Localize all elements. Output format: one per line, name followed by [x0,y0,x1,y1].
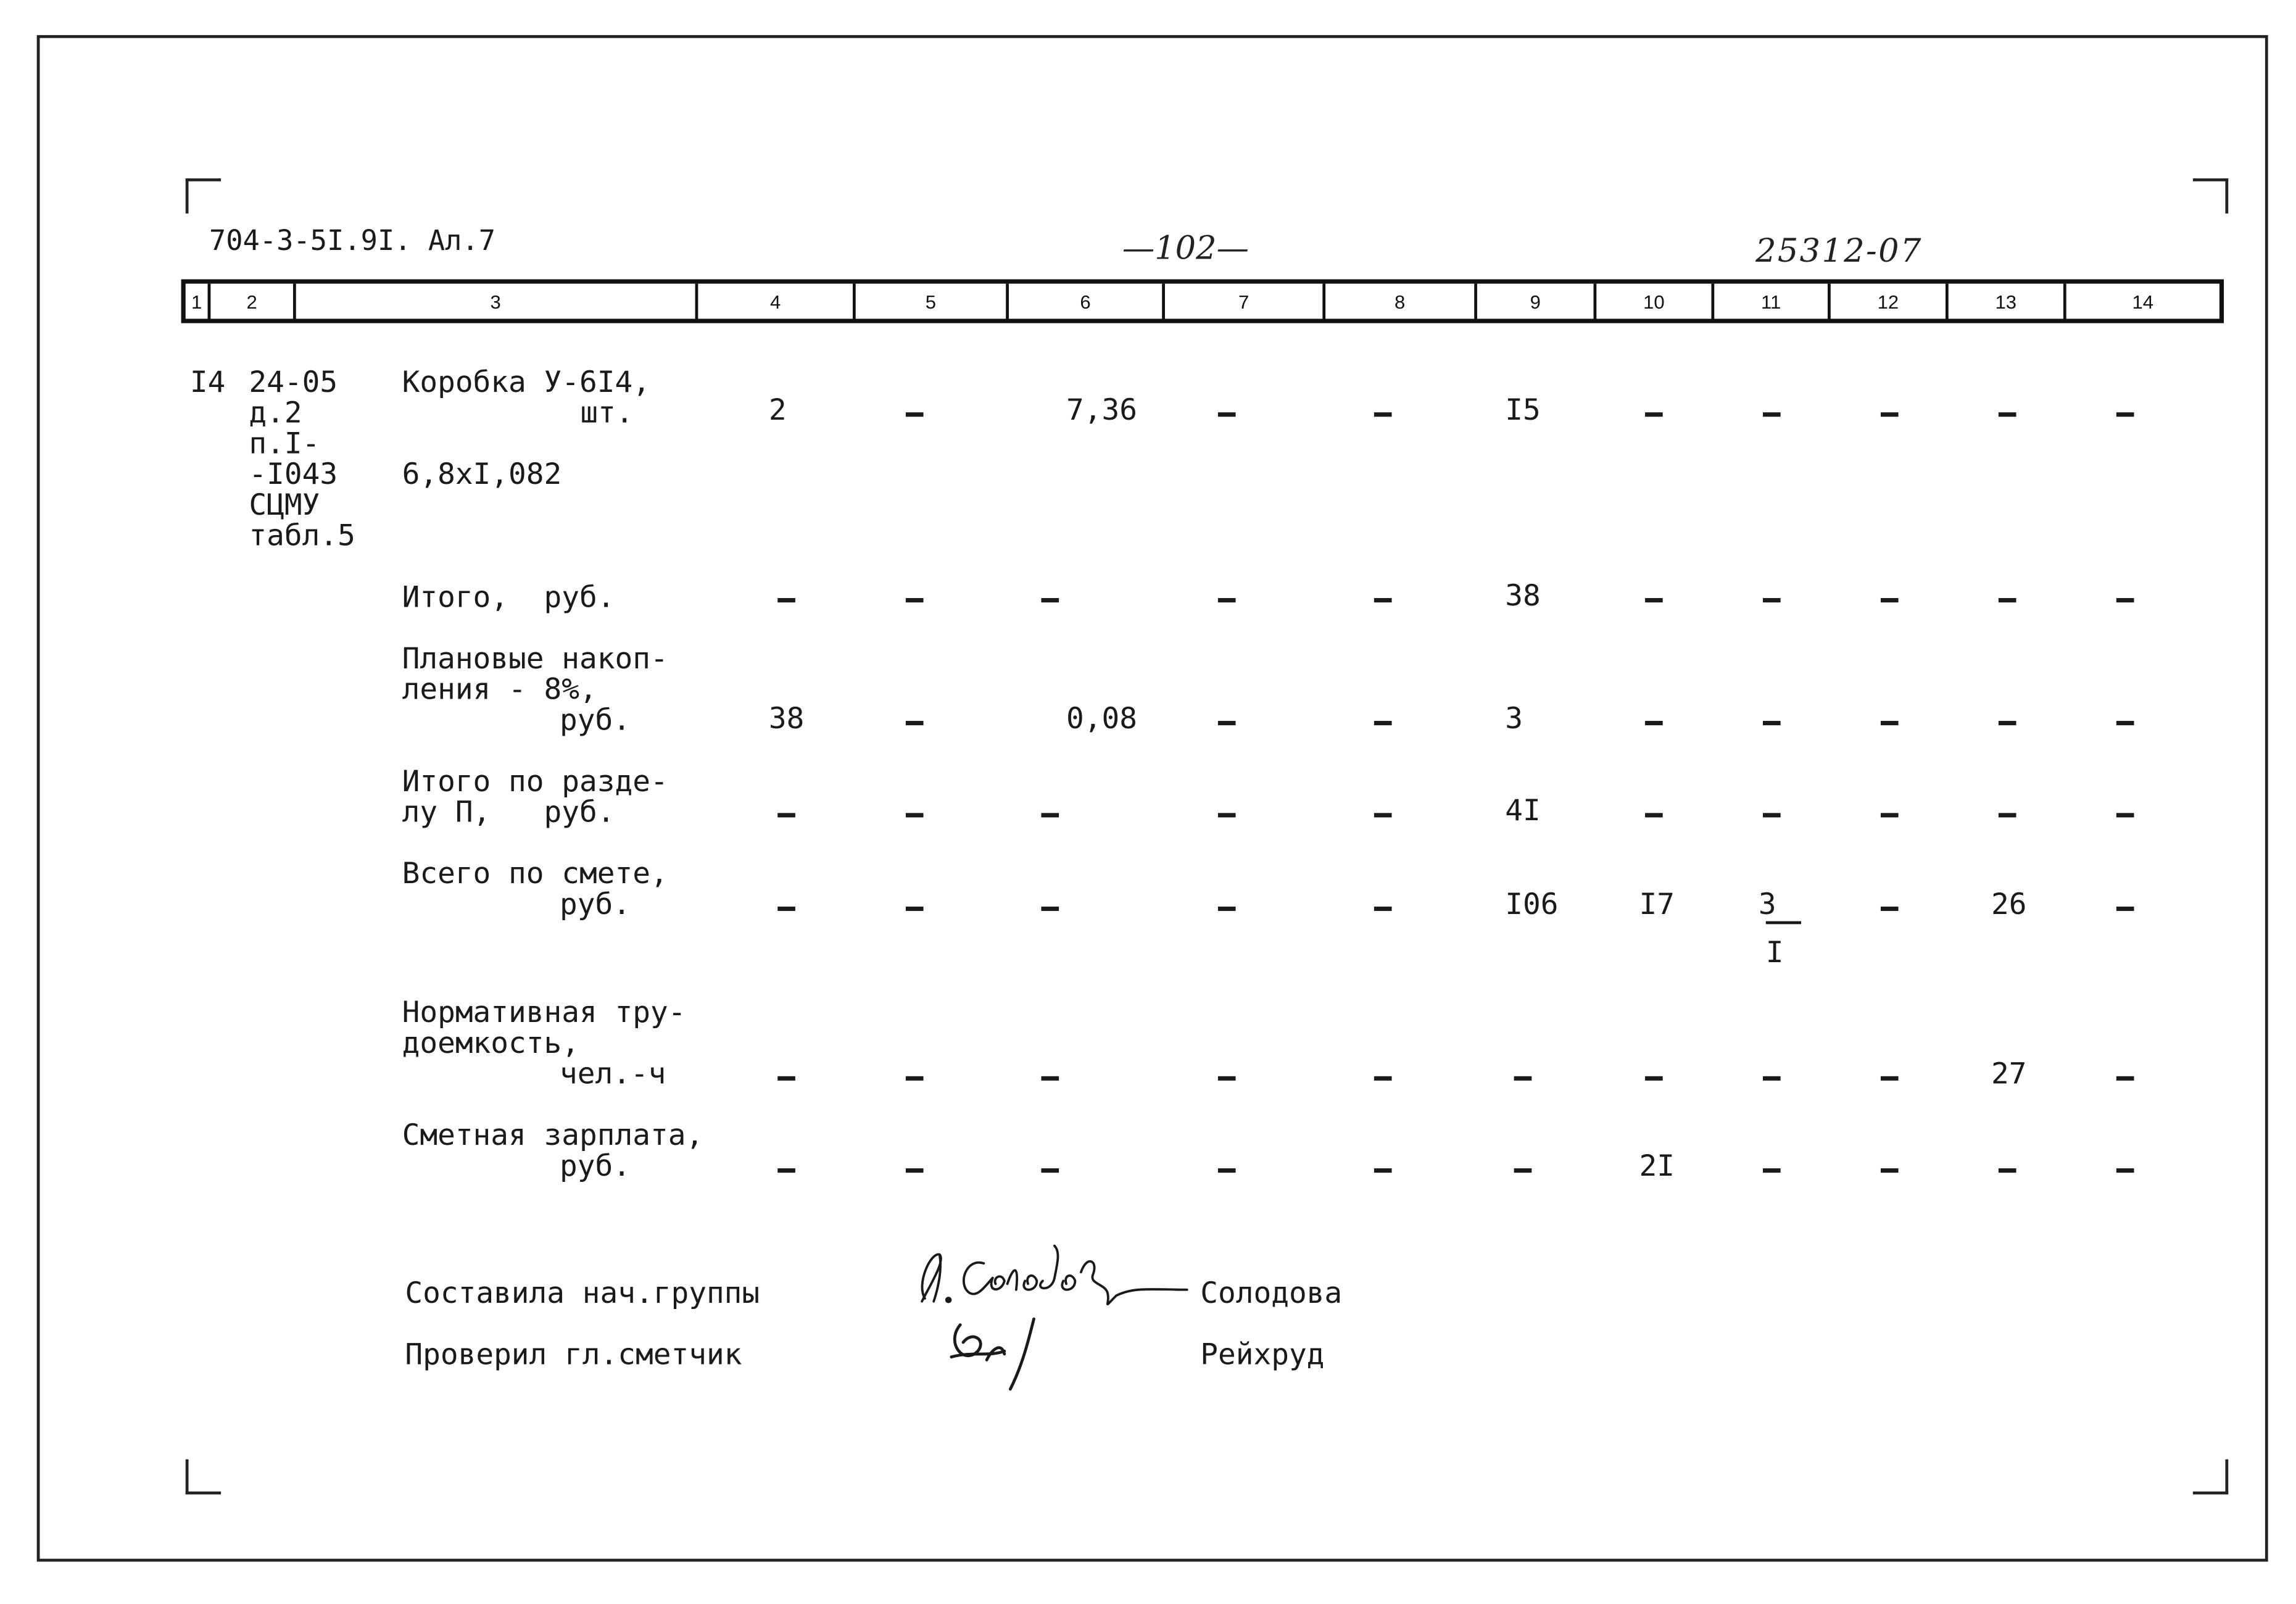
row-label-grand-total-1: Всего по смете, [402,855,668,891]
col-header-1: 1 [186,284,211,319]
cell-value: 38 [1505,577,1541,613]
cell-dash [1218,813,1236,817]
cell-dash [2116,1168,2134,1173]
cell-dash [777,1076,795,1081]
cell-dash [906,1168,924,1173]
cell-dash [1645,1076,1663,1081]
cell-dash [906,598,924,602]
col-header-5: 5 [856,284,1009,319]
cell-dash [777,1168,795,1173]
crop-mark-bottom-right [2193,1460,2228,1495]
cell-dash [906,721,924,725]
cell-dash [1374,813,1392,817]
ref-line-5: СЦМУ [249,486,320,522]
cell-dash [1881,813,1899,817]
cell-dash [1881,598,1899,602]
cell-dash [1881,721,1899,725]
cell-dash [1218,907,1236,911]
cell-dash [906,813,924,817]
cell-dash [2116,598,2134,602]
cell-dash [1763,813,1781,817]
cell-value: 4I [1505,792,1541,828]
cell-dash [1645,721,1663,725]
cell-dash [1041,813,1059,817]
cell-dash [1645,813,1663,817]
cell-dash [1999,813,2016,817]
col-header-4: 4 [698,284,855,319]
row-label-wages-1: Сметная зарплата, [402,1117,704,1153]
row-label-item-1: Коробка У-6I4, [402,364,650,399]
cell-dash [1374,598,1392,602]
cell-dash [1374,907,1392,911]
cell-dash [1374,1168,1392,1173]
row-label-grand-total-2: руб. [559,886,631,921]
cell-dash [1374,412,1392,417]
cell-value: 3 [1758,886,1776,921]
ref-line-6: табл.5 [249,517,355,553]
crop-mark-top-right [2193,178,2228,214]
ref-line-1: 24-05 [249,364,338,399]
col-header-14: 14 [2132,290,2154,312]
cell-dash [1763,1076,1781,1081]
cell-dash [1999,721,2016,725]
cell-dash [1645,598,1663,602]
ref-line-2: д.2 [249,394,302,430]
cell-dash [1999,1168,2016,1173]
col-header-7: 7 [1165,284,1325,319]
cell-dash [777,598,795,602]
item-formula: 6,8хI,082 [402,456,562,492]
cell-value: 3 [1505,700,1523,736]
cell-value: I06 [1505,886,1559,921]
cell-value: I7 [1639,886,1675,921]
cell-value: 0,08 [1066,700,1138,736]
fraction-denominator: I [1765,934,1784,970]
cell-dash [1763,598,1781,602]
cell-value: 26 [1991,886,2027,921]
cell-dash [1041,1168,1059,1173]
cell-dash [2116,721,2134,725]
cell-dash [777,907,795,911]
cell-dash [1763,412,1781,417]
cell-dash [1218,1076,1236,1081]
cell-dash [2116,813,2134,817]
ref-line-3: п.I- [249,425,320,461]
cell-value: 2I [1639,1147,1675,1183]
cell-value: 2 [768,391,787,427]
cell-dash [1218,598,1236,602]
col-header-10: 10 [1596,284,1714,319]
cell-dash [1514,1168,1532,1173]
col-header-9: 9 [1477,284,1596,319]
row-label-section-total-1: Итого по разде- [402,763,668,799]
row-label-section-total-2: лу П, руб. [402,794,615,829]
cell-dash [2116,412,2134,417]
cell-value: I5 [1505,391,1541,427]
document-number: 25312-07 [1755,234,1923,271]
col-header-12: 12 [1831,284,1949,319]
cell-dash [1881,1076,1899,1081]
cell-dash [1999,598,2016,602]
cell-dash [1514,1076,1532,1081]
cell-dash [777,813,795,817]
fraction-bar [1766,921,1801,925]
col-header-2: 2 [210,284,296,319]
col-header-11: 11 [1714,284,1831,319]
crop-mark-bottom-left [186,1460,221,1495]
cell-dash [1041,598,1059,602]
cell-dash [1041,907,1059,911]
cell-dash [1881,412,1899,417]
cell-value: 38 [768,700,805,736]
page-number: —102— [1122,231,1250,268]
cell-dash [1881,1168,1899,1173]
document-code: 704-3-5I.9I. Ал.7 [209,225,496,257]
row-label-planned-1: Плановые накоп- [402,640,668,676]
col-header-6: 6 [1009,284,1165,319]
row-label-labor-1: Нормативная тру- [402,994,686,1029]
cell-value: 7,36 [1066,391,1138,427]
row-label-wages-2: руб. [559,1147,631,1183]
cell-dash [2116,1076,2134,1081]
compiled-by-label: Составила нач.группы [405,1275,760,1310]
cell-dash [906,907,924,911]
col-header-8: 8 [1325,284,1477,319]
cell-dash [1041,1076,1059,1081]
cell-dash [1763,721,1781,725]
col-header-13: 13 [1949,284,2066,319]
cell-dash [1374,721,1392,725]
row-label-item-2: шт. [580,394,634,430]
row-label-labor-3: чел.-ч [559,1055,666,1091]
cell-dash [1374,1076,1392,1081]
cell-value: 27 [1991,1055,2027,1091]
cell-dash [1218,1168,1236,1173]
row-label-planned-2: ления - 8%, [402,671,597,707]
row-label-subtotal: Итого, руб. [402,579,615,615]
row-label-planned-3: руб. [559,702,631,738]
cell-dash [1218,412,1236,417]
checked-by-name: Рейхруд [1200,1336,1325,1372]
compiled-by-name: Солодова [1200,1275,1343,1310]
cell-dash [906,412,924,417]
cell-dash [1645,412,1663,417]
cell-dash [906,1076,924,1081]
handwritten-signature-solodova [898,1240,1193,1401]
col-header-3: 3 [296,284,698,319]
cell-dash [1999,412,2016,417]
crop-mark-top-left [186,178,221,214]
cell-dash [1881,907,1899,911]
ref-line-4: -I043 [249,456,338,492]
cell-dash [1763,1168,1781,1173]
row-label-labor-2: доемкость, [402,1024,580,1060]
column-number-header [181,280,2224,323]
checked-by-label: Проверил гл.сметчик [405,1336,742,1372]
cell-dash [1218,721,1236,725]
item-number: I4 [189,364,226,399]
cell-dash [2116,907,2134,911]
